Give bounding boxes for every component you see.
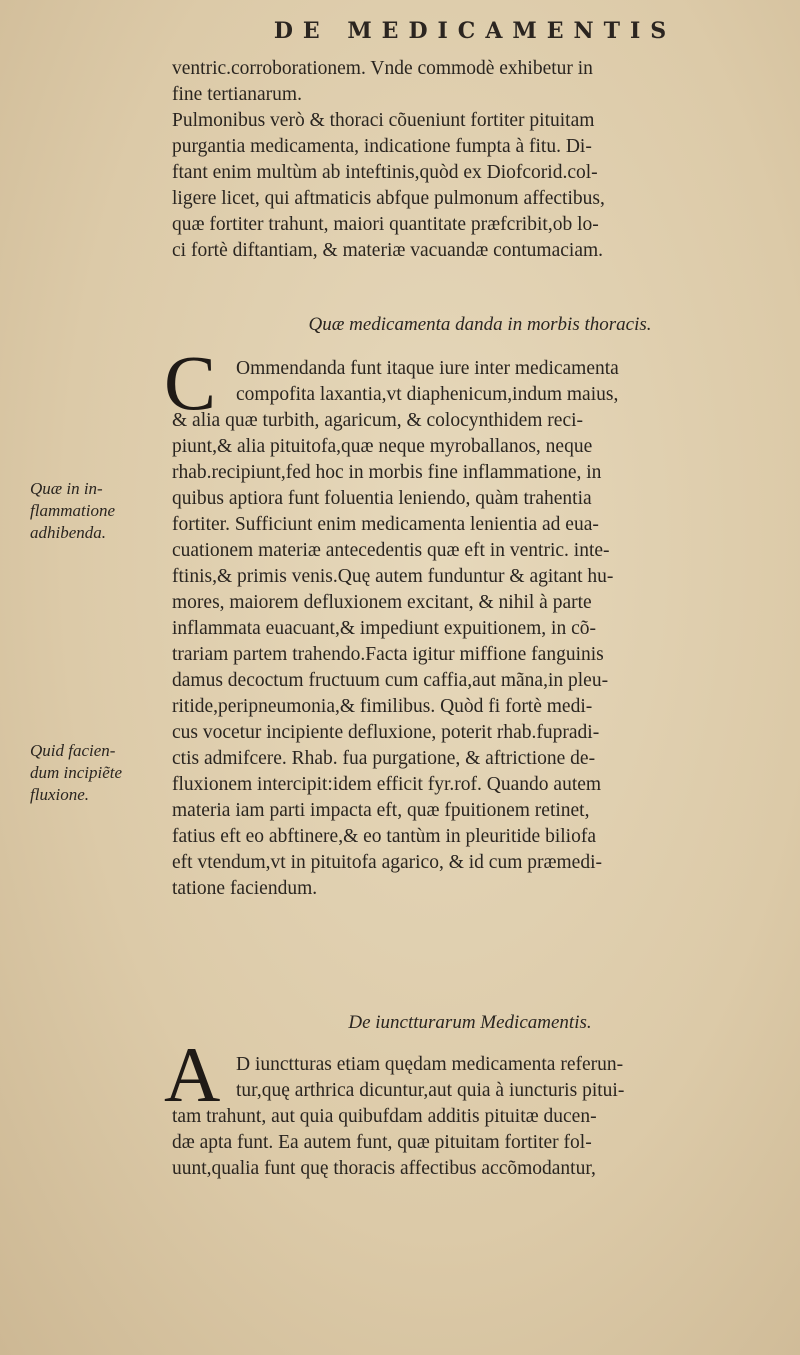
text-line: inflammata euacuant,& impediunt expuitionem, in cõ- — [172, 618, 597, 639]
text-line: purgantia medicamenta, indicatione fumpta à fitu. Di- — [172, 136, 592, 157]
margin-note-line: adhibenda. — [30, 523, 107, 542]
text-line: cus vocetur incipiente defluxione, poterit rhab.fupradi- — [172, 722, 600, 743]
margin-note-line: flammatione — [30, 501, 115, 520]
drop-cap-a: A — [164, 1031, 221, 1118]
paragraph-1 — [172, 56, 782, 264]
text-line: tatione faciendum. — [172, 878, 318, 899]
margin-note-line: fluxione. — [30, 785, 90, 804]
text-line: fortiter. Sufficiunt enim medicamenta lenientia ad eua- — [172, 514, 599, 535]
text-line: fatius eft eo abftinere,& eo tantùm in pleuritide biliofa — [172, 826, 596, 847]
margin-note-line: Quid facien- — [30, 741, 116, 760]
text-line: ctis admifcere. Rhab. fua purgatione, & aftrictione de- — [172, 748, 596, 769]
margin-note-line: dum incipiẽte — [30, 763, 123, 782]
text-line: quæ fortiter trahunt, maiori quantitate præfcribit,ob lo- — [172, 214, 599, 235]
text-line: dæ apta funt. Ea autem funt, quæ pituitam fortiter fol- — [172, 1132, 592, 1153]
margin-note-fluxione — [30, 740, 168, 806]
text-line: quibus aptiora funt foluentia leniendo, quàm trahentia — [172, 488, 592, 509]
section-heading-iuncturarum: De iunctturarum Medicamentis. — [348, 1012, 592, 1033]
margin-note-line: Quæ in in- — [30, 479, 103, 498]
text-line: tur,quę arthrica dicuntur,aut quia à iuncturis pitui- — [236, 1080, 625, 1101]
text-line: ftant enim multùm ab inteftinis,quòd ex Diofcorid.col- — [172, 162, 598, 183]
text-line: uunt,qualia funt quę thoracis affectibus accõmodantur, — [172, 1158, 596, 1179]
text-line: rhab.recipiunt,fed hoc in morbis fine inflammatione, in — [172, 462, 602, 483]
text-line: fluxionem intercipit:idem efficit fyr.rof. Quando autem — [172, 774, 602, 795]
text-line: tam trahunt, aut quia quibufdam additis pituitæ ducen- — [172, 1106, 597, 1127]
text-line: fine tertianarum. — [172, 84, 302, 105]
text-line: ligere licet, qui aftmaticis abfque pulmonum affectibus, — [172, 188, 605, 209]
text-line: mores, maiorem defluxionem excitant, & nihil à parte — [172, 592, 592, 613]
text-line: trariam partem trahendo.Facta igitur miffione fanguinis — [172, 644, 604, 665]
section-heading-thoracis: Quæ medicamenta danda in morbis thoracis. — [308, 314, 652, 335]
text-line: ci fortè diftantiam, & materiæ vacuandæ contumaciam. — [172, 240, 604, 261]
text-line: piunt,& alia pituitofa,quæ neque myroballanos, neque — [172, 436, 593, 457]
text-line: damus decoctum fructuum cum caffia,aut mãna,in pleu- — [172, 670, 609, 691]
drop-cap-c: C — [164, 339, 217, 426]
running-head: DE MEDICAMENTIS — [273, 18, 677, 44]
text-line: Pulmonibus verò & thoraci cõueniunt fortiter pituitam — [172, 110, 595, 131]
text-line: cuationem materiæ antecedentis quæ eft in ventric. inte- — [172, 540, 610, 561]
margin-note-inflammatione — [30, 478, 168, 544]
text-line: D iunctturas etiam quędam medicamenta referun- — [236, 1054, 624, 1075]
text-line: ritide,peripneumonia,& fimilibus. Quòd fi fortè medi- — [172, 696, 593, 717]
text-line: eft vtendum,vt in pituitofa agarico, & id cum præmedi- — [172, 852, 602, 873]
text-line: materia iam parti impacta eft, quæ fpuitionem retinet, — [172, 800, 590, 821]
text-line: ftinis,& primis venis.Quę autem funduntur & agitant hu- — [172, 566, 614, 587]
text-line: compofita laxantia,vt diaphenicum,indum maius, — [236, 384, 619, 405]
paragraph-3 — [172, 1052, 782, 1182]
paragraph-2 — [172, 356, 782, 902]
text-line: & alia quæ turbith, agaricum, & colocynthidem reci- — [172, 410, 584, 431]
text-line: Ommendanda funt itaque iure inter medicamenta — [236, 358, 619, 379]
text-line: ventric.corroborationem. Vnde commodè exhibetur in — [172, 58, 593, 79]
